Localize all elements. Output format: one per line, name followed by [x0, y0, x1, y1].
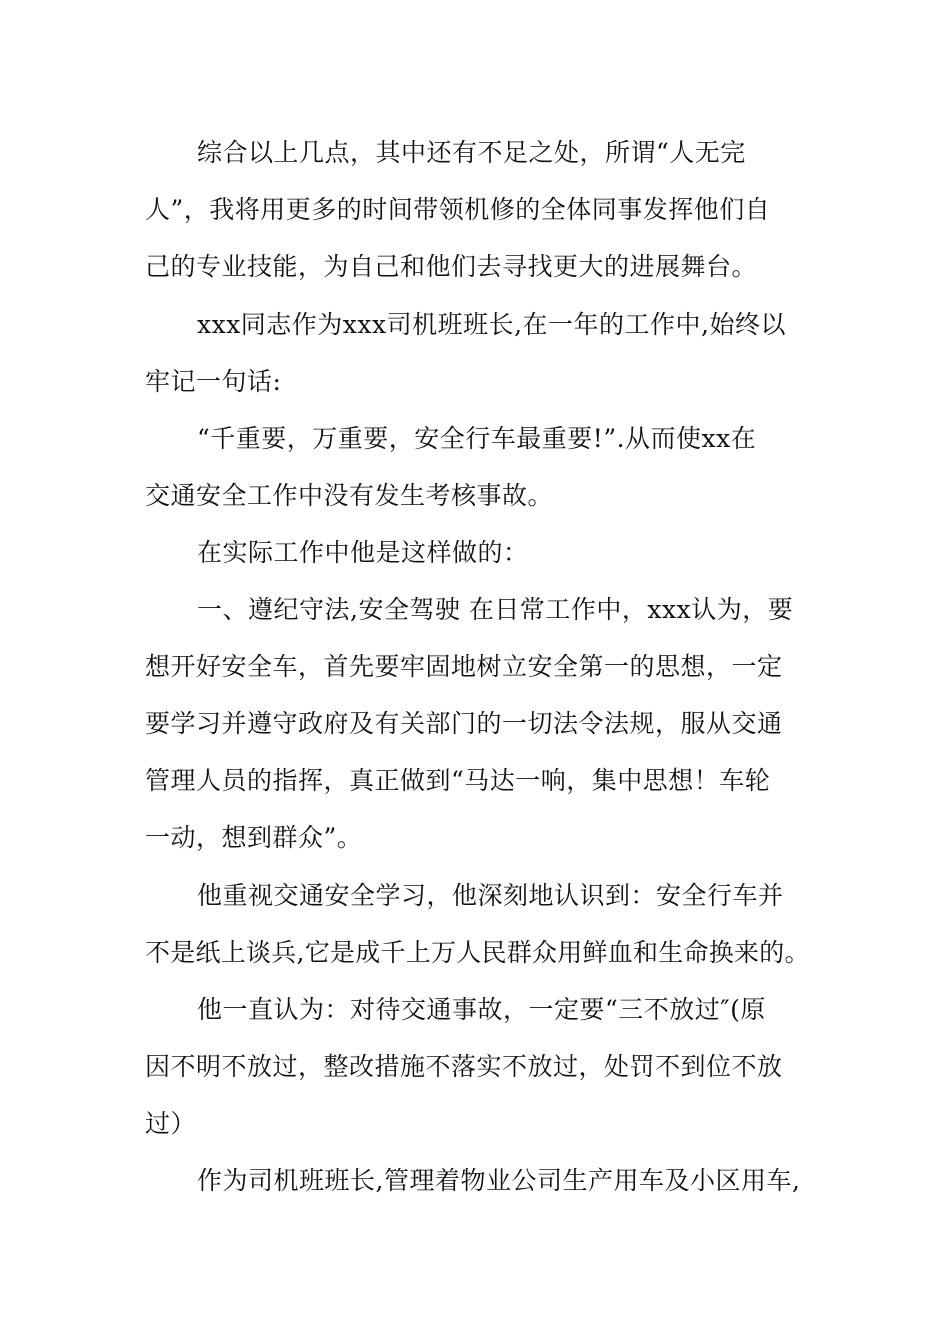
text-line: 在实际工作中他是这样做的：: [197, 538, 529, 567]
text-line: 因不明不放过，整改措施不落实不放过，处罚不到位不放: [145, 1052, 783, 1081]
text-line: 牢记一句话:: [145, 367, 282, 396]
text-line: 一动，想到群众”。: [145, 823, 363, 852]
text-line: 交通安全工作中没有发生考核事故。: [145, 481, 554, 510]
text-line: 他一直认为：对待交通事故，一定要“三不放过″(原: [197, 995, 766, 1024]
text-line: 己的专业技能，为自己和他们去寻找更大的进展舞台。: [145, 252, 758, 281]
text-line: 综合以上几点，其中还有不足之处，所谓“人无完: [197, 138, 746, 167]
text-line: 他重视交通安全学习，他深刻地认识到：安全行车并: [197, 881, 784, 910]
text-line: 不是纸上谈兵,它是成千上万人民群众用鲜血和生命换来的。: [145, 938, 810, 967]
text-line: 管理人员的指挥，真正做到“马达一响，集中思想！车轮: [145, 766, 771, 795]
text-line: 要学习并遵守政府及有关部门的一切法令法规，服从交通: [145, 709, 783, 738]
text-line: 过）: [145, 1109, 197, 1138]
text-line: 人”，我将用更多的时间带领机修的全体同事发挥他们自: [145, 195, 771, 224]
text-line: xxx同志作为xxx司机班班长,在一年的工作中,始终以: [197, 310, 786, 339]
text-line: 想开好安全车，首先要牢固地树立安全第一的思想，一定: [145, 652, 783, 681]
text-line: 一、遵纪守法,安全驾驶 在日常工作中，xxx认为，要: [197, 595, 794, 624]
text-line: 作为司机班班长,管理着物业公司生产用车及小区用车,: [197, 1166, 801, 1195]
text-line: “千重要，万重要，安全行车最重要!”.从而使xx在: [197, 424, 757, 453]
